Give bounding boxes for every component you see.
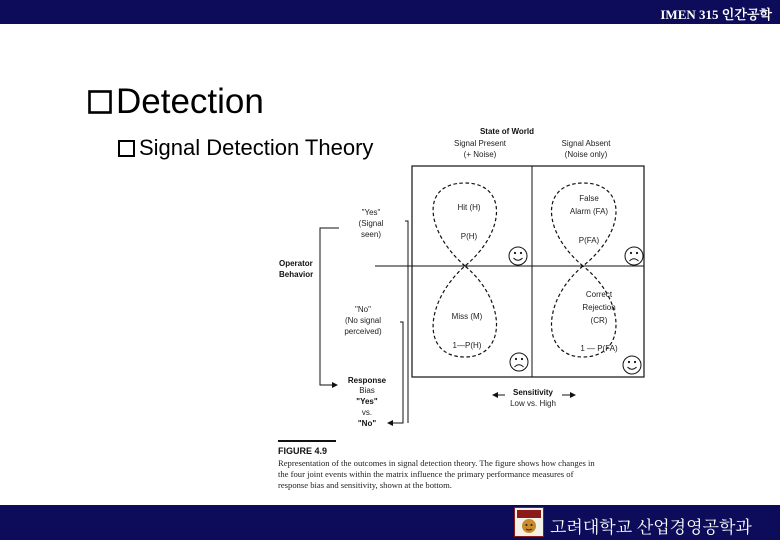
caption-line-1: Representation of the outcomes in signal detection theory. The figure shows how changes in: [278, 458, 595, 468]
no-label: "No": [355, 305, 371, 314]
response-bias-label: Response: [347, 376, 387, 385]
caption-rule: [278, 440, 336, 442]
yes-sub-label: (Signal: [358, 219, 384, 228]
university-crest-icon: [514, 507, 544, 537]
hit-label: Hit (H): [457, 203, 481, 212]
correct-rejection-label: Correct: [585, 290, 613, 299]
yes-bias-connector: [320, 228, 337, 385]
figure-heading: FIGURE 4.9: [278, 446, 328, 456]
happy-face-icon: [623, 356, 641, 374]
state-of-world-label: State of World: [479, 127, 535, 136]
false-alarm-label: False: [579, 194, 599, 203]
course-title: IMEN 315 인간공학: [660, 7, 772, 22]
bias-yes-label: "Yes": [356, 397, 378, 406]
yes-sub-label-2: seen): [360, 230, 382, 239]
bias-no-label: "No": [357, 419, 377, 428]
p-fa-label: P(FA): [578, 236, 600, 245]
signal-present-label: Signal Present: [453, 139, 507, 148]
p-cr-label: 1 — P(FA): [580, 344, 618, 353]
yes-to-bias-line: [405, 221, 408, 423]
happy-face-icon: [509, 247, 527, 265]
sensitivity-label: Sensitivity: [512, 388, 554, 397]
false-alarm-label-2: Alarm (FA): [569, 207, 609, 216]
no-bias-connector: [388, 322, 403, 423]
p-miss-label: 1—P(H): [452, 341, 482, 350]
operator-label: Operator: [279, 259, 313, 268]
caption-line-3: response bias and sensitivity, shown at the bottom.: [278, 480, 452, 490]
signal-detection-figure: [275, 125, 647, 497]
signal-absent-sub-label: (Noise only): [564, 150, 608, 159]
low-vs-high-label: Low vs. High: [510, 399, 556, 408]
sad-face-icon: [625, 247, 643, 265]
correct-rejection-label-2: Rejection: [582, 303, 616, 312]
signal-absent-label: Signal Absent: [561, 139, 611, 148]
yes-label: "Yes": [361, 208, 381, 217]
tiger-emblem-icon: [515, 508, 543, 536]
signal-present-sub-label: (+ Noise): [463, 150, 497, 159]
sad-face-icon: [510, 353, 528, 371]
no-sub-label-2: perceived): [344, 327, 382, 336]
bias-label: Bias: [359, 386, 375, 395]
checkbox-bullet-icon: [118, 140, 135, 157]
bias-vs-label: vs.: [361, 408, 373, 417]
slide-subtitle: Signal Detection Theory: [139, 135, 374, 160]
checkbox-bullet-icon: [88, 90, 112, 114]
caption-line-2: the four joint events within the matrix influence the primary performance measures of: [278, 469, 574, 479]
slide-title: Detection: [116, 82, 264, 121]
miss-label: Miss (M): [451, 312, 483, 321]
title-row: [88, 80, 264, 124]
p-hit-label: P(H): [460, 232, 478, 241]
university-name: 고려대학교 산업경영공학과: [550, 518, 752, 537]
correct-rejection-label-3: (CR): [590, 316, 608, 325]
behavior-label: Behavior: [279, 270, 314, 279]
header-bar: [0, 0, 780, 24]
no-sub-label: (No signal: [344, 316, 382, 325]
